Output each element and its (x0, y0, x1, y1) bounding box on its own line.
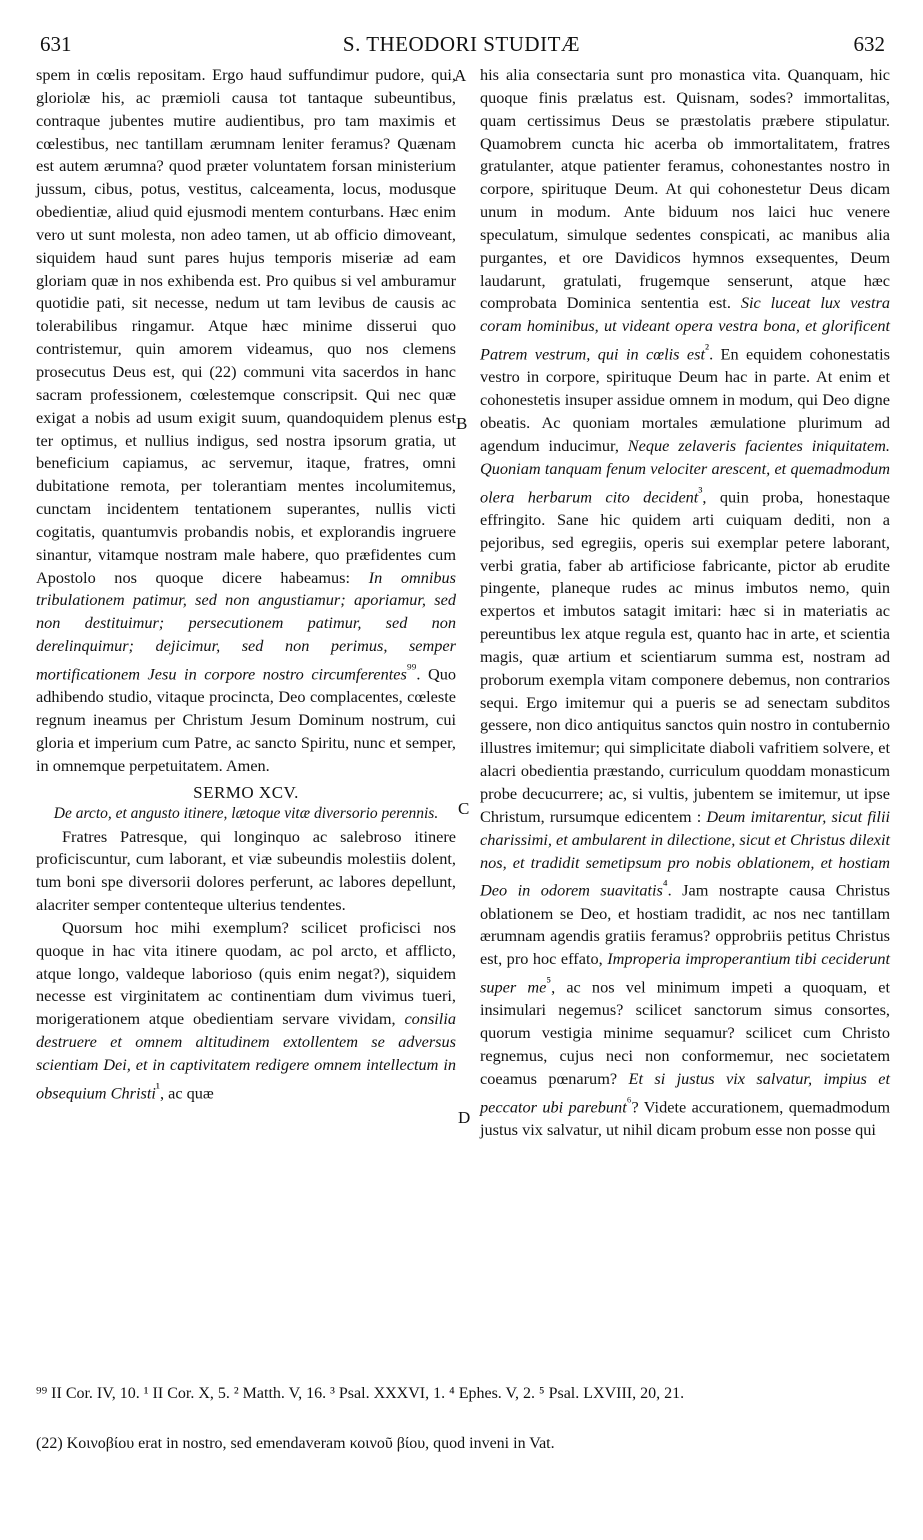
text-run: . Quo adhibendo studio, vitaque procincta, Deo complacentes, cœleste regnum ineamus per Christum Jesum Dominum nostrum, cui gloria et imperium cum Patre, ac sancto Spiritu, nunc et semper, in omnemque perpetuitatem. Amen. (36, 664, 456, 775)
text-run: spem in cœlis repositam. Ergo haud suffundimur pudore, qui, gloriolæ his, ac præmioli causa tot tantaque subeuntibus, contraque jubentes mutire audientibus, pro tam maximis et cœlestibus, nec tantillam ærumnam leniter feramus? Quænam est autem ærumna? quod præter voluntatem forsan ministerium jussum, cibus, potus, vestitus, calceamenta, locus, modusque obedientiæ, aliud quid ejusmodi mentem conturbans. Hæc enim vero ut sunt molesta, non adeo tamen, ut ab officio dimoveant, siquidem haud sunt pares hujus temporis miseriæ ad eam gloriam quæ in nos exhibenda est. Pro quibus si vel amburamur quotidie pati, sit necesse, nedum ut tam levibus de causis ac tolerabilibus ringamur. Atque hæc minime disserui quo contristemur, quin amorem videamus, quo nos clemens prosecutus Deus est, qui (22) communi vita sacerdos in hanc sacram professionem, cœlestemque conscripsit. Qui nec quæ exigat a nobis ad usum exigit suum, quandoquidem plenus est ter optimus, et nullius indigus, sed nostra ipsorum gratia, ut beneficium capiamus, ac servemur, itaque, fratres, omni dubitatione remota, per tolerantiam mentes incolumitemus, cunctam incidentem tentationem superantes, nullis victi cogitatis, quantumvis probandis nobis, et explorandis ingruere sinantur, vitamque nostram male habere, quo præfidentes cum Apostolo nos quoque dicere habeamus: (36, 65, 456, 587)
left-paragraph-1 (36, 64, 456, 778)
footnote-ref: ¹ (155, 1079, 160, 1095)
left-column (36, 64, 456, 1105)
margin-marker-b: B (456, 414, 468, 433)
right-paragraph-1 (480, 64, 890, 1142)
text-run: Quorsum hoc mihi exemplum? scilicet proficisci nos quoque in hac vita itinere quodam, ac pol arcto, et afflicto, atque longo, valdeque laborioso (quis enim negat?), siquidem necesse est virginitatem ac continentiam dum vivimus tueri, morigerationem atque obedientiam servare vividam, (36, 917, 456, 1029)
footnote-critical: (22) Κοινοβίου erat in nostro, sed emendaveram κοινοῦ βίου, quod inveni in Vat. (36, 1435, 555, 1452)
text-run: , quin proba, honestaque effringito. Sane hic quidem arti cuiquam dediti, non a pejoribus, sed egregiis, operis sui exemplar petere laborant, verbi gratia, faber ab artificiose fabricante, pictor ab erudite pingente, planeque rudes ac minus imbutos nemo, quin expertos et imbutos satagit imitari: hæc si in materiatis ac pereuntibus lex atque regula est, quanto hac in arte, et scientia magis, quæ artium et scientiarum summa est, nostram ad proborum exempla vitam componere debemus, non contrarios sequi. Ergo imitemur qui a pueris se ad senectam subditos gessere, non dico antiquitus sanctos quin nostro in contubernio illustres imitemur; qui simplicitate diaboli vafritiem solvere, et alacri obedientia præstando, curriculum quoddam monasticum probe decucurrere; ac, si vultis, jubentem se imitemur, ut ipse Christum, rursumque edicentem : (480, 487, 891, 826)
text-run: , ac quæ (159, 1083, 214, 1103)
footnote-ref: ⁶ (626, 1093, 632, 1109)
page-number-left: 631 (40, 32, 72, 56)
footnotes-references: ⁹⁹ II Cor. IV, 10. ¹ II Cor. X, 5. ² Matth. V, 16. ³ Psal. XXXVI, 1. ⁴ Ephes. V, 2. ⁵ Psal. LXVIII, 20, 21. (36, 1385, 685, 1402)
running-title: S. THEODORI STUDITÆ (342, 32, 581, 56)
sermon-subtitle: De arcto, et angusto itinere, lætoque vitæ diversorio perennis. (53, 804, 439, 822)
footnote-ref: ⁹⁹ (406, 660, 417, 676)
margin-marker-d: D (458, 1108, 471, 1127)
scripture-quote: consilia destruere et omnem altitudinem extollentem se adversus scientiam Dei, et in captivitatem redigere omnem intellectum in obsequium Christi (36, 1009, 456, 1103)
left-paragraph-3 (36, 917, 456, 1105)
footnote-ref: ⁵ (546, 974, 552, 990)
scripture-quote: Improperia improperantium tibi ceciderunt super me (480, 949, 890, 997)
footnote-ref: ² (705, 341, 710, 357)
scripture-quote: Sic luceat lux vestra coram hominibus, ut videant opera vestra bona, et glorificent Patrem vestrum, qui in cœlis est (480, 293, 890, 364)
scripture-quote: Deum imitarentur, sicut filii charissimi, et ambularent in dilectione, sicut et Christus dilexit nos, et tradidit semetipsum pro nobis oblationem, et hostiam Deo in odorem suavitatis (480, 806, 891, 900)
text-run: . Jam nostrapte causa Christus oblationem se Deo, et hostiam tradidit, ac nos nec tantillam ærumnam agendis gratiis feramus? opprobriis petitus Christus est, pro hoc effato, (480, 880, 890, 969)
footnote-ref: ⁴ (662, 877, 668, 893)
text-run: ? Videte accurationem, quemadmodum justus vix salvatur, ut nihil dicam probum esse non posse qui (480, 1097, 890, 1140)
text-run: . En equidem cohonestatis vestro in corpore, spirituque Deum hac in parte. At enim et cohonestetis insuper assidue omnem in modum, qui Deo digne obeatis. Ac quoniam mortales æmulatione plurimum ad agendum inducimur, (480, 344, 890, 455)
footnote-ref: ³ (698, 483, 703, 499)
text-run: , ac nos vel minimum impeti a quoquam, et insimulari negemus? scilicet sanctorum simus consortes, quorum vestigia minime sequamur? scilicet cum Christo regnemus, cujus neci non conformemur, nec societatem coeamus pœnarum? (480, 977, 891, 1088)
sermon-title: SERMO XCV. (193, 782, 299, 802)
scripture-quote: Et si justus vix salvatur, impius et peccator ubi parebunt (480, 1068, 891, 1117)
scripture-quote: Neque zelaveris facientes iniquitatem. Quoniam tanquam fenum velociter arescent, et quemadmodum olera herbarum cito decident (480, 435, 891, 507)
text-run: his alia consectaria sunt pro monastica vita. Quanquam, hic quoque finis prælatus est. Quisnam, sodes? immortalitas, quam certissimus Deus se præstolatis præbere stipulatur. Quamobrem cuncta hic acerba ob immortalitatem, fratres gratulanter, atque patienter feramus, cohonestantes nostro in corpore, spirituque Deum. At qui cohonestetur Deus dicam unum in modum. Ante biduum nos laici huc venere speculatum, simulque sedentes conspicati, ac manibus alia purgantes, et ore Davidicos hymnos exsequentes, Deum laudarunt, gratulati, frugemque senserunt, atque hæc comprobata Dominica sententia est. (480, 65, 890, 313)
page-number-right: 632 (853, 32, 885, 56)
scripture-quote: In omnibus tribulationem patimur, sed non angustiamur; aporiamur, sed non destituimur; persecutionem patimur, sed non derelinquimur; dejicimur, sed non perimus, semper mortificationem Jesu in corpore nostro circumferentes (36, 567, 456, 684)
margin-marker-a: A (454, 66, 467, 85)
right-column (480, 64, 890, 1142)
margin-marker-c: C (458, 799, 470, 818)
left-paragraph-2: Fratres Patresque, qui longinquo ac salebroso itinere proficiscuntur, cum laborant, et viæ subeundis molestiis dolent, tum boni spe diversorii dolores perferunt, ac labores depellunt, alacriter semper contenteque ulterius tendentes. (36, 826, 456, 915)
